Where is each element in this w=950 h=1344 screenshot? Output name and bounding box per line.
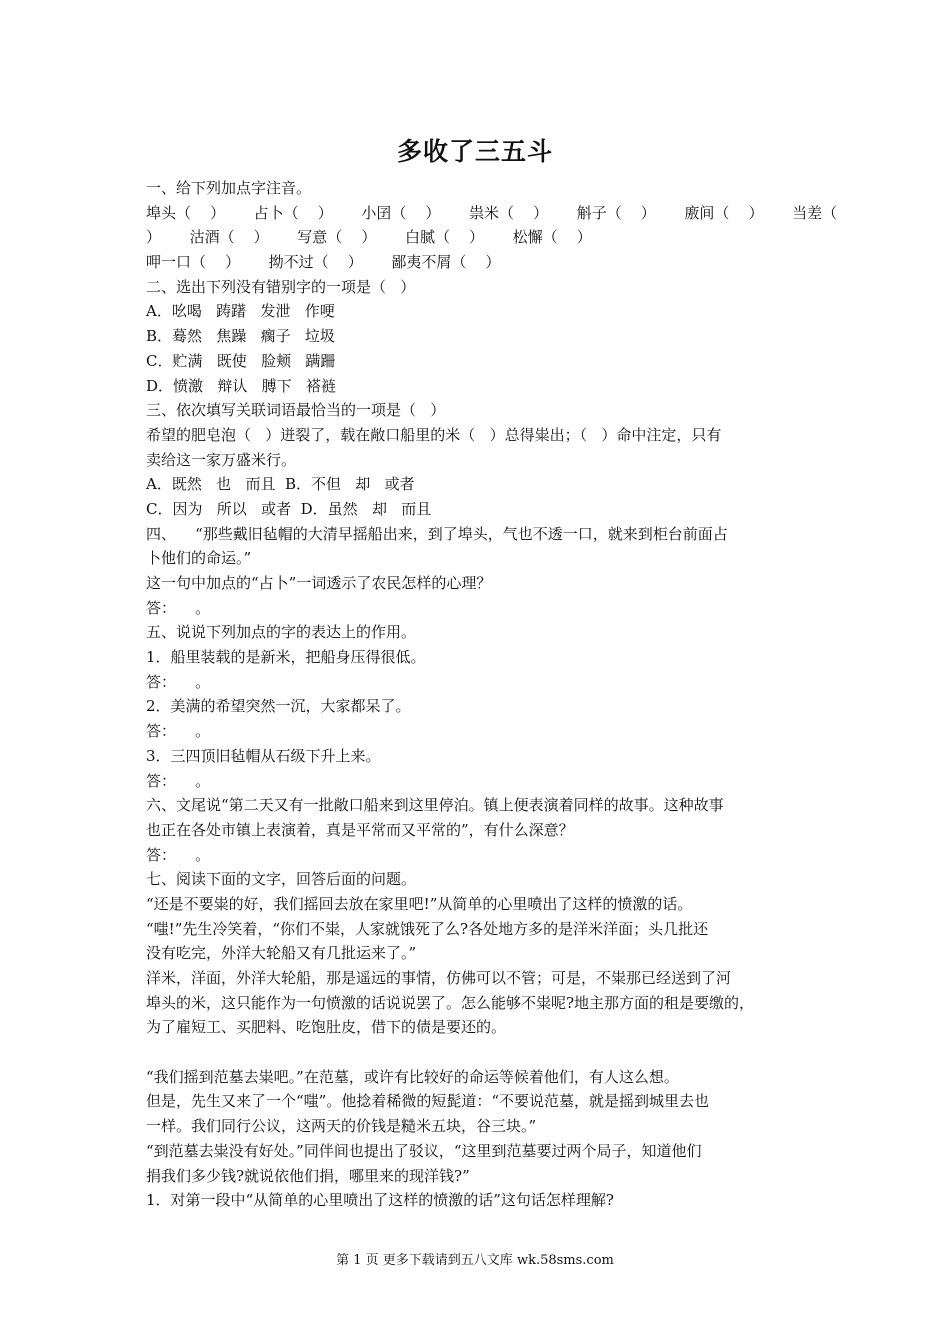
text-line: 捐我们多少钱?就说依他们捐，哪里来的现洋钱?”: [146, 1166, 470, 1185]
text-line: 为了雇短工、买肥料、吃饱肚皮，借下的债是要还的。: [146, 1018, 507, 1037]
text-line: “还是不要粜的好，我们摇回去放在家里吧!”从简单的心里喷出了这样的愤激的话。: [146, 894, 693, 913]
text-line: 三、依次填写关联词语最恰当的一项是（ ）: [146, 401, 446, 420]
text-line: 一、给下列加点字注音。: [146, 179, 312, 197]
text-line: 七、阅读下面的文字，回答后面的问题。: [146, 870, 417, 889]
text-line: 答： 。: [146, 598, 211, 617]
text-line: ） 沽酒（ ） 写意（ ） 白腻（ ） 松懈（ ）: [146, 228, 592, 247]
text-line: 二、选出下列没有错别字的一项是（ ）: [146, 277, 416, 296]
page-title: 多收了三五斗: [396, 137, 553, 166]
text-line: C．贮满 既使 脸颊 蹒跚: [146, 351, 336, 370]
text-line: “我们摇到范墓去粜吧。”在范墓，或许有比较好的命运等候着他们，有人这么想。: [146, 1067, 679, 1086]
text-line: 这一句中加点的“占卜”一词透示了农民怎样的心理？: [146, 574, 492, 592]
text-line: 也正在各处市镇上表演着，真是平常而又平常的”，有什么深意？: [146, 820, 574, 839]
text-line: 希望的肥皂泡（ ）迸裂了，载在敞口船里的米（ ）总得粜出；（ ）命中注定，只有: [146, 425, 722, 444]
text-line: 没有吃完，外洋大轮船又有几批运来了。”: [146, 944, 417, 963]
text-line: “到范墓去粜没有好处。”同伴间也提出了驳议，“这里到范墓要过两个局子，知道他们: [146, 1141, 702, 1160]
text-line: 六、文尾说“第二天又有一批敞口船来到这里停泊。镇上便表演着同样的故事。这种故事: [146, 796, 724, 815]
text-line: 一样。我们同行公议，这两天的价钱是糙米五块，谷三块。”: [146, 1117, 537, 1136]
text-line: 但是，先生又来了一个“嗤”。他捻着稀微的短髭道：“不要说范墓，就是摇到城里去也: [146, 1092, 710, 1111]
text-line: 埠头的米，这只能作为一句愤激的话说说罢了。怎么能够不粜呢?地主那方面的租是要缴的，: [146, 993, 755, 1012]
text-line: C．因为 所以 或者 D．虽然 却 而且: [146, 499, 432, 518]
text-line: 答： 。: [146, 672, 211, 691]
text-line: 1．对第一段中“从简单的心里喷出了这样的愤激的话”这句话怎样理解?: [146, 1191, 614, 1210]
text-line: “嗤!”先生冷笑着，“你们不粜，人家就饿死了么?各处地方多的是洋米洋面；头几批还: [146, 919, 709, 938]
text-line: A．既然 也 而且 B．不但 却 或者: [146, 475, 415, 494]
text-line: 卜他们的命运。”: [146, 549, 252, 568]
text-line: 1．船里装载的是新米，把船身压得很低。: [146, 648, 426, 667]
text-line: 2．美满的希望突然一沉，大家都呆了。: [146, 697, 411, 716]
text-line: 四、 “那些戴旧毡帽的大清早摇船出来，到了埠头，气也不透一口，就来到柜台前面占: [146, 524, 728, 543]
text-line: B．蓦然 焦躁 瘸子 垃圾: [146, 327, 335, 346]
text-line: A．吆喝 踌躇 发泄 作哽: [146, 302, 335, 321]
text-line: 呷一口（ ） 拗不过（ ） 鄙夷不屑（ ）: [146, 253, 501, 272]
text-line: 卖给这一家万盛米行。: [146, 450, 297, 469]
text-line: 洋米，洋面，外洋大轮船，那是遥远的事情，仿佛可以不管；可是，不粜那已经送到了河: [146, 969, 732, 987]
text-line: 埠头（ ） 占卜（ ） 小囝（ ） 祟米（ ） 斛子（ ） 廒间（ ） 当差（: [146, 203, 838, 222]
text-line: 答： 。: [146, 845, 211, 864]
text-line: 答： 。: [146, 771, 211, 790]
blank-line: [146, 1040, 816, 1065]
document-body: [146, 176, 838, 1213]
text-line: 五、说说下列加点的字的表达上的作用。: [146, 623, 417, 642]
page-footer: 第 1 页 更多下载请到五八文库 wk.58sms.com: [336, 1253, 614, 1268]
text-line: D．愤激 辩认 膊下 褡裢: [146, 376, 336, 395]
text-line: 3．三四顶旧毡帽从石级下升上来。: [146, 746, 381, 765]
text-line: 答： 。: [146, 722, 211, 741]
